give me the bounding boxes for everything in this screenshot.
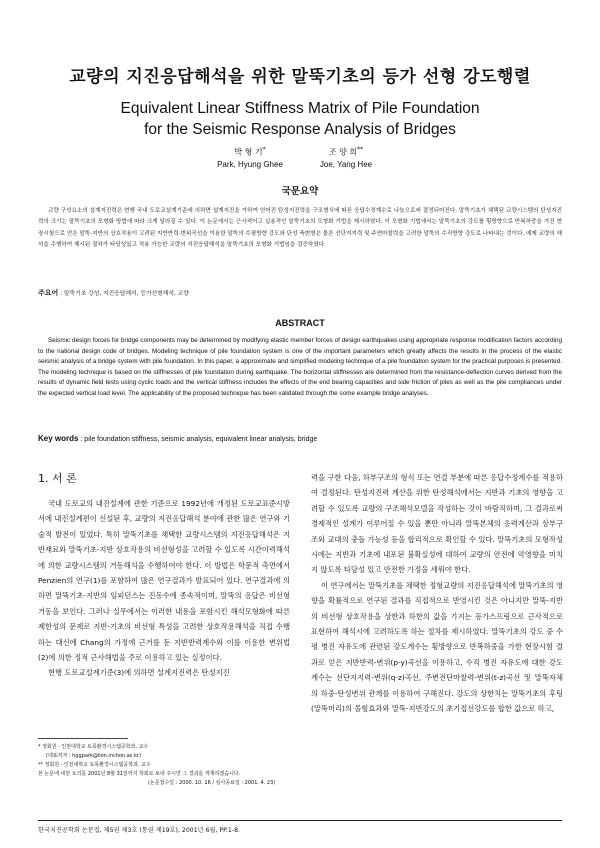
author-1-name-en: Park, Hyung Ghee [217, 159, 283, 169]
footnote-line: (대표저자 : hggpark@lion.inchon.ac.kr) [46, 753, 142, 759]
footnotes [38, 743, 290, 788]
footnote-line: * 정회원 · 인천대학교 토목환경시스템공학과, 교수 [38, 744, 149, 750]
author-2-name-ko: 조 양 희 [328, 147, 358, 157]
abstract-english: Seismic design forces for bridge components may be determined by modifying elastic member forces of design earthquakes using appropriate response modification factors according to the national design code of bridges. Modeling technique of pile foundation system is one of the important parameters which greatly affects the results in the process of the elastic seismic analysis of a bridge system with pile foundation. In this paper, a approximate and simplified modeling technique of a pile foundation system for the practical purposes is presented. The modeling technique is based on the stiffnesses of pile foundation during earthquake. The horizontal stiffnesses are determined from the resistance-deflection curves derived from the results of dynamic field tests using cyclic loads and the vertical stiffness includes the effects of the end bearing capacities and side friction of piles as well as the pile compliances under the expected vertical load level. The applicability of the proposed technique has been validated through the some example bridge analyses. [38, 337, 562, 397]
body-paragraph: 이 연구에서는 말뚝기초를 채택한 정형교량의 지진응답해석에 말뚝기초의 영향을 확률적으로 연구된 결과를 직접적으로 반영시킨 것은 아니지만 말뚝-지반의 비선형 상호작용을 상한과 하한의 값을 가지는 등가스프링으로 근사적으로 표현하여 해석시에 고려하도록 하는 절차를 제시하였다. 말뚝기초의 강도 중 수평 병진 자유도에 관련된 강도계수는 횡방향으로 반복하중을 가한 현장시험 결과로 얻은 지반반력-변위(p-y)곡선을 이용하고, 수직 병진 자유도에 대한 강도계수는 선단지지력-변위(q-z)곡선, 주변전단마찰력-변위(t-z)곡선 및 말뚝자체의 하중-탄성변위 관계를 이용하여 구해진다. 강도의 상한치는 말뚝기초의 후팅(말뚝머리)의 몰힘효과와 말뚝-지반강도의 초기접선강도를 합한 값으로 하고, [311, 580, 563, 714]
keywords-korean-text: : 말뚝기초 강성, 지진응답해석, 등가선형해석, 교량 [60, 291, 189, 297]
author-1-mark: * [262, 146, 266, 153]
title-korean: 교량의 지진응답해석을 위한 말뚝기초의 등가 선형 강도행렬 [69, 67, 531, 87]
abstract-english-heading: ABSTRACT [275, 318, 325, 328]
keywords-english-label: Key words [38, 434, 79, 443]
author-2-mark: ** [357, 146, 364, 153]
body-paragraph: 현행 도로교설계기준(3)에 의하면 설계지진력은 탄성지진 [48, 668, 230, 678]
footnote-line: ** 정회원 · 인천대학교 토목환경시스템공학과, 교수 [38, 762, 151, 768]
author-2-name-en: Joe, Yang Hee [319, 159, 373, 169]
abstract-korean-heading: 국문요약 [281, 186, 319, 197]
author-1 [210, 146, 290, 169]
keywords-korean [38, 288, 562, 298]
body-left-column [38, 496, 290, 681]
keywords-english-text: : pile foundation stiffness, seismic analysis, equivalent linear analysis, bridge [80, 436, 318, 443]
footer-divider [38, 820, 562, 821]
body-paragraph: 력을 구한 다음, 하부구조의 형식 또는 연결 부분에 따른 응답수정계수를 적용하여 결정된다. 탄성지진력 계산을 위한 탄성해석에서는 지반과 기초의 영향을 고려할 수 있도록 교량의 구조해석모델을 작성하는 것이 바람직하며, 그 결과로써 경제적인 설계가 이루어질 수 있을 뿐만 아니라 말뚝본체의 응력계산과 상부구조와 교대의 충돌 가능성 등을 합리적으로 확인할 수 있다. 말뚝기초의 모형작성시에는 지반과 기초에 내포된 불확실성에 대하여 교량의 안전에 악영향을 미치지 않도록 타당성 있고 안전한 가정을 세워야 한다. [311, 473, 563, 575]
abstract-korean: 교량 구성요소의 설계지진력은 현행 국내 도로교설계기준에 의하면 설계지진을 가하여 얻어진 탄성지진력을 구조형식에 따른 응답수정계수로 나눔으로써 결정되어진다. 말뚝기초가 채택된 교량시스템의 탄성지진력의 크기는 말뚝기초의 모형화 방법에 따라 크게 달라질 수 있다. 이 논문에서는 근사적이고 실용적인 말뚝기초의 모형화 기법을 제시하였다. 이 모형화 기법에서는 말뚝기초의 강도를 횡방향으로 반복하중을 가진 현장시험으로 얻은 말뚝-지반의 상호작용이 고려된 지반반력-변위곡선을 이용한 말뚝의 수평방향 강도와 단성 축변형은 물론 선단지지력 및 주면마찰력을 고려한 말뚝의 수직방향 강도로 나타내는 것이다. 예제 교량의 해석을 수행하여 제시된 절차가 타당성있고 적용 가능한 교량의 지진응답해석을 말뚝기초의 모형화 기법임을 검증하였다. [38, 208, 563, 249]
body-right-column [311, 470, 563, 717]
footnote-divider [38, 738, 128, 739]
body-paragraph: 국내 도로교의 내진설계에 관한 기준으로 1992년에 개정된 도로교표준시방서에 내진설계편이 신설된 후, 교량의 지진응답해석 분야에 관한 많은 연구와 기술적 발전이 있었다. 특히 말뚝기초를 채택한 교량시스템의 지진응답해석은 지반재료와 말뚝기초-지반 상호작용의 비선형성을 고려할 수 있도록 시간이력해석에 의한 교량시스템의 거동해석을 수행하여야 한다. 이 방법은 학문적 측면에서 Penzien의 연구(1)를 포함하여 많은 연구결과가 발표되어 있다. 연구결과에 의하면 말뚝기초-지반의 임피던스는 진동수에 종속적이며, 말뚝의 응답은 비선형거동을 보인다. 그러나 실무에서는 이러한 내용을 포함시킨 해석모형화에 따른 제한성의 문제로 지반-기초의 비선형 특성을 고려한 상호작용해석을 직접 수행하는 대신에 Chang의 가정에 근거를 둔 지반반력계수와 이를 이용한 변위법(2)에 의한 정적 근사해법을 주로 이용하고 있는 실정이다. [38, 499, 290, 663]
journal-footer: 한국지진공학회 논문집, 제5권 제3호 (통권 제19호), 2001년 6월, PP.1-8. [38, 827, 240, 834]
author-1-name-ko: 박 형 기 [234, 147, 263, 157]
keywords-english [38, 434, 562, 443]
keywords-korean-label: 주요어 [38, 289, 59, 297]
section-heading-introduction: 1. 서 론 [38, 472, 77, 485]
footnote-line: (논문접수일 : 2000. 10. 16 / 심사종료일 : 2001. 4. 23) [148, 780, 276, 786]
title-english [0, 98, 600, 140]
author-2 [306, 146, 386, 169]
title-english-line-1: Equivalent Linear Stiffness Matrix of Pile Foundation [120, 100, 480, 117]
footnote-line: 본 논문에 대한 토의를 2001년 8월 31일까지 학회로 보내 주시면 그 결과를 게재하겠습니다. [38, 771, 241, 777]
title-english-line-2: for the Seismic Response Analysis of Bridges [144, 121, 456, 138]
